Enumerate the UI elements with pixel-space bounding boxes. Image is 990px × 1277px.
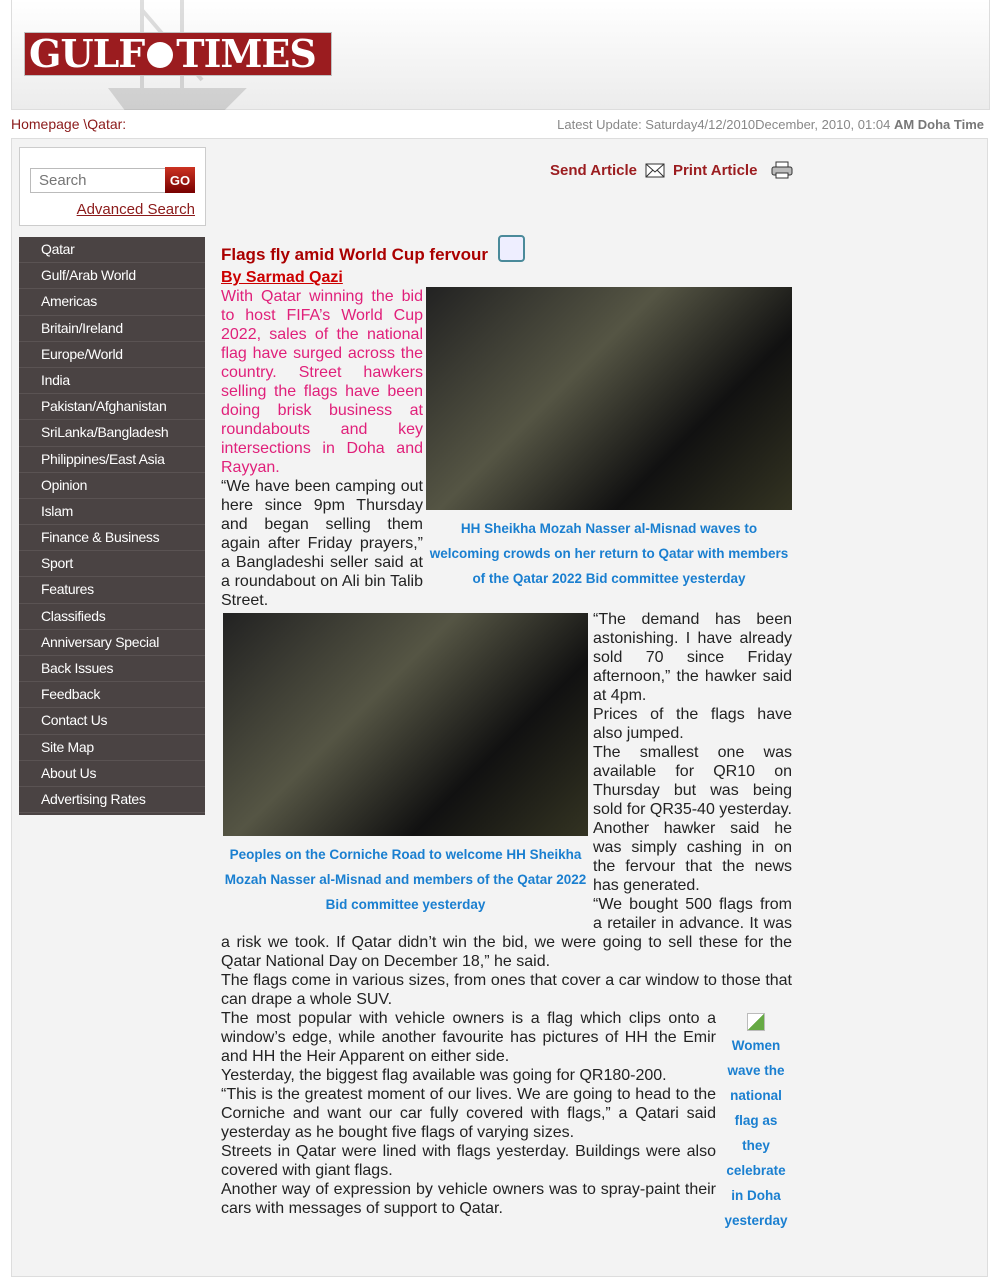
article-title: Flags fly amid World Cup fervour (221, 245, 488, 264)
paragraph: The most popular with vehicle owners is a flag which clips onto a window’s edge, while another favourite has pictures of HH the Emir and HH the Heir Apparent on either side. (221, 1010, 716, 1065)
printer-icon[interactable] (771, 161, 793, 179)
menu-item-contact-us[interactable]: Contact Us (19, 708, 205, 734)
envelope-icon[interactable] (645, 163, 665, 178)
menu-item-pakistan-afghanistan[interactable]: Pakistan/Afghanistan (19, 394, 205, 420)
lead-paragraph: With Qatar winning the bid to host FIFA’s World Cup 2022, sales of the national flag have surged across the country. Street hawkers selling the flags have been doing brisk business at roundabouts and key intersections in Doha and Rayyan. (221, 288, 423, 476)
search-input[interactable] (30, 168, 166, 193)
paragraph: Another hawker said he was simply cashing in on the fervour that the news has generated. (593, 820, 792, 894)
menu-item-back-issues[interactable]: Back Issues (19, 656, 205, 682)
article (221, 229, 792, 1233)
paragraph: “We bought 500 flags from a retailer in advance. It was a risk we took. If Qatar didn’t win the bid, we were going to sell these for the Qatar National Day on December 18,” he said. (221, 896, 792, 970)
menu-item-qatar[interactable]: Qatar (19, 237, 205, 263)
paragraph: “We have been camping out here since 9pm Thursday and began selling them again after Friday prayers,” a Bangladeshi seller said at a roundabout on Ali bin Talib Street. (221, 478, 423, 609)
menu-item-europe-world[interactable]: Europe/World (19, 342, 205, 368)
menu-item-classifieds[interactable]: Classifieds (19, 604, 205, 630)
latest-update (557, 117, 984, 132)
menu-item-srilanka-bangladesh[interactable]: SriLanka/Bangladesh (19, 420, 205, 446)
globe-icon (147, 42, 173, 68)
photo-caption-1: HH Sheikha Mozah Nasser al-Misnad waves to welcoming crowds on her return to Qatar with members of the Qatar 2022 Bid committee yesterday (429, 521, 789, 586)
notepad-icon[interactable] (498, 235, 525, 262)
photo-caption-2: Peoples on the Corniche Road to welcome HH Sheikha Mozah Nasser al-Misnad and members of the Qatar 2022 Bid committee yesterday (224, 847, 587, 912)
menu-item-britain-ireland[interactable]: Britain/Ireland (19, 316, 205, 342)
menu-item-india[interactable]: India (19, 368, 205, 394)
menu-item-philippines-east-asia[interactable]: Philippines/East Asia (19, 447, 205, 473)
photo-figure-1 (426, 287, 792, 591)
paragraph: The flags come in various sizes, from ones that cover a car window to those that can drape a whole SUV. (221, 972, 792, 1008)
breadcrumb-separator: \ (83, 116, 88, 132)
menu-item-islam[interactable]: Islam (19, 499, 205, 525)
menu-item-feedback[interactable]: Feedback (19, 682, 205, 708)
photo-figure-2 (223, 613, 588, 917)
photo-sheikha-mozah-waving (426, 287, 792, 510)
menu-item-advertising-rates[interactable]: Advertising Rates (19, 787, 205, 813)
paragraph: Prices of the flags have also jumped. (593, 706, 792, 742)
menu-item-about-us[interactable]: About Us (19, 761, 205, 787)
menu-item-opinion[interactable]: Opinion (19, 473, 205, 499)
paragraph: “This is the greatest moment of our lives. We are going to head to the Corniche and want our car fully covered with flags,” a Qatari said yesterday as he bought five flags of varying sizes. (221, 1086, 716, 1141)
menu-item-finance-business[interactable]: Finance & Business (19, 525, 205, 551)
paragraph: “The demand has been astonishing. I have already sold 70 since Friday afternoon,” the hawker said at 4pm. (593, 611, 792, 704)
gulf-times-logo[interactable]: GULF TIMES (24, 32, 332, 76)
menu-item-gulf-arab-world[interactable]: Gulf/Arab World (19, 263, 205, 289)
paragraph: Another way of expression by vehicle owners was to spray-paint their cars with messages of support to Qatar. (221, 1181, 716, 1217)
breadcrumb-section[interactable]: Qatar: (87, 116, 127, 132)
breadcrumb-home[interactable]: Homepage (11, 116, 80, 132)
photo-figure-3 (720, 1013, 792, 1233)
menu-item-americas[interactable]: Americas (19, 289, 205, 315)
send-article-link[interactable]: Send Article (550, 161, 637, 179)
paragraph: Streets in Qatar were lined with flags yesterday. Buildings were also covered with giant flags. (221, 1143, 716, 1179)
article-title-row (221, 241, 792, 268)
breadcrumb (11, 116, 126, 132)
paragraph: The smallest one was available for QR10 on Thursday but was being sold for QR35-40 yesterday. (593, 744, 792, 818)
photo-caption-3: Women wave the national flag as they celebrate in Doha yesterday (724, 1038, 788, 1228)
update-timezone: AM Doha Time (893, 117, 984, 132)
menu-item-site-map[interactable]: Site Map (19, 735, 205, 761)
site-header (11, 0, 990, 110)
byline[interactable]: By Sarmad Qazi (221, 269, 343, 286)
broken-image-icon (747, 1013, 765, 1031)
photo-corniche-crowd (223, 613, 588, 836)
update-label: Latest Update: Saturday4/12/2010December, 2010, 01:04 (557, 117, 891, 132)
search-panel (19, 147, 206, 226)
sidebar-menu (19, 237, 205, 815)
menu-item-anniversary-special[interactable]: Anniversary Special (19, 630, 205, 656)
main-content (11, 138, 988, 1277)
menu-item-features[interactable]: Features (19, 577, 205, 603)
advanced-search-link[interactable]: Advanced Search (76, 201, 195, 218)
paragraph: Yesterday, the biggest flag available was going for QR180-200. (221, 1067, 667, 1084)
go-button[interactable]: GO (165, 167, 195, 193)
article-tools (550, 161, 793, 179)
print-article-link[interactable]: Print Article (672, 161, 758, 179)
menu-item-sport[interactable]: Sport (19, 551, 205, 577)
